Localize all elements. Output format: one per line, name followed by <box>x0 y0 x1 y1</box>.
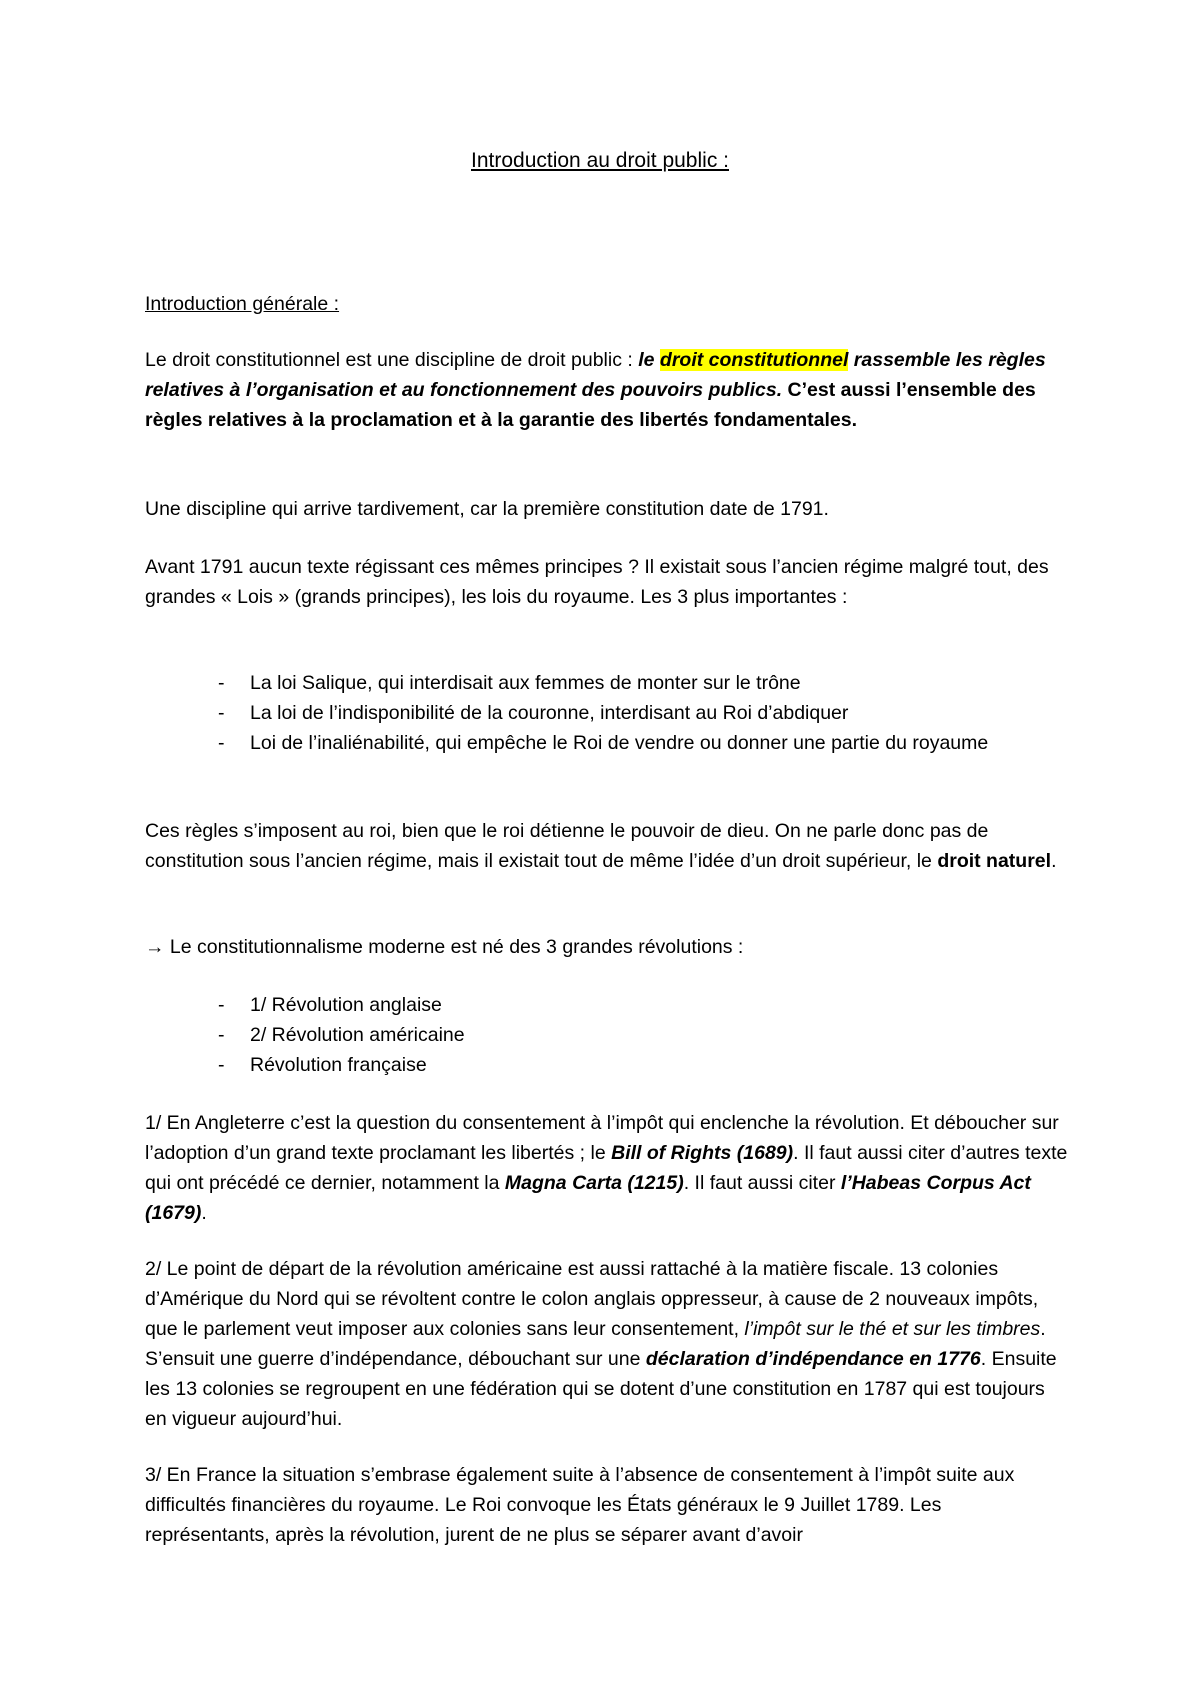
list-item: - La loi Salique, qui interdisait aux femmes de monter sur le trône <box>218 672 801 694</box>
paragraph-avant-1791: Avant 1791 aucun texte régissant ces mêmes principes ? Il existait sous l’ancien régime malgré tout, des grandes « Lois » (grands principes), les lois du royaume. Les 3 plus importantes : <box>145 556 1049 608</box>
section-heading: Introduction générale : <box>145 293 340 315</box>
highlighted-term: droit constitutionnel <box>659 349 849 371</box>
paragraph-angleterre: 1/ En Angleterre c’est la question du consentement à l’impôt qui enclenche la révolution. Et déboucher sur l’adoption d’un grand texte proclamant les libertés ; le Bill of Rights (1689). Il faut aussi citer d’autres texte qui ont précédé ce dernier, notamment la Magna Carta (1215). Il faut aussi citer l’Habeas Corpus Act (1679). <box>145 1112 1068 1224</box>
page-title: Introduction au droit public : <box>471 149 729 172</box>
paragraph-constitutionnalisme: → Le constitutionnalisme moderne est né des 3 grandes révolutions : <box>145 936 744 958</box>
list-item: - Loi de l’inaliénabilité, qui empêche le Roi de vendre ou donner une partie du royaume <box>218 732 989 754</box>
paragraph-france: 3/ En France la situation s’embrase également suite à l’absence de consentement à l’impôt suite aux difficultés financières du royaume. Le Roi convoque les États généraux le 9 Juillet 1789. Les représentants, après la révolution, jurent de ne plus se séparer avant d’avoir <box>145 1464 1015 1546</box>
list-lois-royaume <box>145 668 1070 758</box>
list-revolutions <box>145 990 1070 1080</box>
list-item: - La loi de l’indisponibilité de la couronne, interdisant au Roi d’abdiquer <box>218 702 849 724</box>
paragraph-definition: Le droit constitutionnel est une discipline de droit public : le droit constitutionnel rassemble les règles relatives à l’organisation et au fonctionnement des pouvoirs publics. C’est aussi l’ensemble des règles relatives à la proclamation et à la garantie des libertés fondamentales. <box>145 349 1046 431</box>
paragraph-amerique: 2/ Le point de départ de la révolution américaine est aussi rattaché à la matière fiscale. 13 colonies d’Amérique du Nord qui se révoltent contre le colon anglais oppresseur, à cause de 2 nouveaux impôts, que le parlement veut imposer aux colonies sans leur consentement, l’impôt sur le thé et sur les timbres. S’ensuit une guerre d’indépendance, débouchant sur une déclaration d’indépendance en 1776. Ensuite les 13 colonies se regroupent en une fédération qui se dotent d’une constitution en 1787 qui est toujours en vigueur aujourd’hui. <box>145 1258 1057 1430</box>
paragraph-1791: Une discipline qui arrive tardivement, car la première constitution date de 1791. <box>145 498 829 520</box>
paragraph-regles-roi: Ces règles s’imposent au roi, bien que le roi détienne le pouvoir de dieu. On ne parle donc pas de constitution sous l’ancien régime, mais il existait tout de même l’idée d’un droit supérieur, le droit naturel. <box>145 820 1057 872</box>
list-item: - 2/ Révolution américaine <box>218 1024 465 1046</box>
list-item: - Révolution française <box>218 1054 427 1076</box>
list-item: - 1/ Révolution anglaise <box>218 994 442 1016</box>
